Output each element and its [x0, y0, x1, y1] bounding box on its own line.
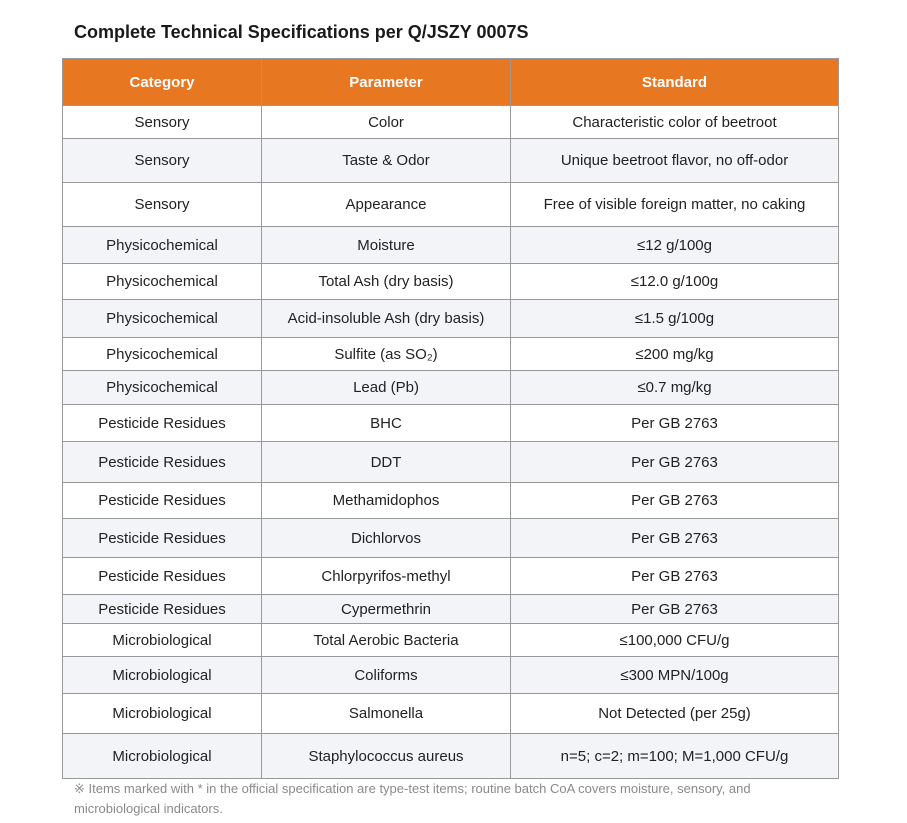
- cell-category: Physicochemical: [63, 227, 262, 264]
- cell-parameter: Methamidophos: [262, 483, 511, 519]
- cell-category: Pesticide Residues: [63, 405, 262, 442]
- cell-category: Sensory: [63, 139, 262, 183]
- cell-standard: ≤12 g/100g: [511, 227, 839, 264]
- cell-parameter: Appearance: [262, 183, 511, 227]
- cell-standard: ≤300 MPN/100g: [511, 657, 839, 694]
- cell-parameter: Lead (Pb): [262, 371, 511, 405]
- cell-category: Physicochemical: [63, 300, 262, 338]
- table-row: [63, 371, 839, 405]
- specifications-table: [62, 58, 839, 779]
- cell-parameter: Total Ash (dry basis): [262, 264, 511, 300]
- cell-parameter: Chlorpyrifos-methyl: [262, 558, 511, 595]
- cell-parameter: Staphylococcus aureus: [262, 734, 511, 779]
- table-row: [63, 595, 839, 624]
- cell-parameter: DDT: [262, 442, 511, 483]
- cell-category: Physicochemical: [63, 264, 262, 300]
- cell-standard: ≤200 mg/kg: [511, 338, 839, 371]
- table-row: [63, 624, 839, 657]
- cell-category: Pesticide Residues: [63, 483, 262, 519]
- table-row: [63, 483, 839, 519]
- cell-standard: ≤12.0 g/100g: [511, 264, 839, 300]
- cell-category: Microbiological: [63, 694, 262, 734]
- table-row: [63, 405, 839, 442]
- table-row: [63, 519, 839, 558]
- cell-standard: n=5; c=2; m=100; M=1,000 CFU/g: [511, 734, 839, 779]
- cell-parameter: Color: [262, 106, 511, 139]
- column-header-standard: Standard: [511, 59, 839, 106]
- cell-parameter: Salmonella: [262, 694, 511, 734]
- table-row: [63, 558, 839, 595]
- cell-standard: Free of visible foreign matter, no caking: [511, 183, 839, 227]
- cell-standard: Not Detected (per 25g): [511, 694, 839, 734]
- cell-category: Sensory: [63, 183, 262, 227]
- cell-category: Microbiological: [63, 624, 262, 657]
- cell-category: Physicochemical: [63, 371, 262, 405]
- column-header-category: Category: [63, 59, 262, 106]
- cell-standard: Per GB 2763: [511, 558, 839, 595]
- cell-parameter: Sulfite (as SO₂): [262, 338, 511, 371]
- table-row: [63, 442, 839, 483]
- cell-standard: Per GB 2763: [511, 483, 839, 519]
- table-row: [63, 694, 839, 734]
- table-row: [63, 139, 839, 183]
- cell-parameter: Taste & Odor: [262, 139, 511, 183]
- cell-standard: ≤1.5 g/100g: [511, 300, 839, 338]
- cell-standard: ≤0.7 mg/kg: [511, 371, 839, 405]
- cell-category: Pesticide Residues: [63, 442, 262, 483]
- cell-parameter: Dichlorvos: [262, 519, 511, 558]
- table-row: [63, 338, 839, 371]
- cell-category: Pesticide Residues: [63, 595, 262, 624]
- cell-parameter: Coliforms: [262, 657, 511, 694]
- cell-standard: Unique beetroot flavor, no off-odor: [511, 139, 839, 183]
- footnote: ※ Items marked with * in the official specification are type-test items; routine batch CoA covers moisture, sensory, and microbiological indicators.: [74, 781, 751, 816]
- cell-parameter: Cypermethrin: [262, 595, 511, 624]
- column-header-parameter: Parameter: [262, 59, 511, 106]
- table-row: [63, 734, 839, 779]
- cell-category: Microbiological: [63, 657, 262, 694]
- cell-parameter: Moisture: [262, 227, 511, 264]
- cell-category: Sensory: [63, 106, 262, 139]
- table-row: [63, 183, 839, 227]
- cell-category: Pesticide Residues: [63, 558, 262, 595]
- cell-category: Pesticide Residues: [63, 519, 262, 558]
- cell-standard: ≤100,000 CFU/g: [511, 624, 839, 657]
- cell-parameter: Total Aerobic Bacteria: [262, 624, 511, 657]
- cell-parameter: Acid-insoluble Ash (dry basis): [262, 300, 511, 338]
- cell-category: Microbiological: [63, 734, 262, 779]
- table-row: [63, 106, 839, 139]
- table-header-row: [63, 59, 839, 106]
- cell-standard: Characteristic color of beetroot: [511, 106, 839, 139]
- table-row: [63, 657, 839, 694]
- table-row: [63, 300, 839, 338]
- cell-standard: Per GB 2763: [511, 595, 839, 624]
- cell-standard: Per GB 2763: [511, 405, 839, 442]
- cell-category: Physicochemical: [63, 338, 262, 371]
- cell-standard: Per GB 2763: [511, 442, 839, 483]
- page-title: Complete Technical Specifications per Q/JSZY 0007S: [74, 22, 529, 42]
- table-row: [63, 227, 839, 264]
- cell-standard: Per GB 2763: [511, 519, 839, 558]
- table-row: [63, 264, 839, 300]
- cell-parameter: BHC: [262, 405, 511, 442]
